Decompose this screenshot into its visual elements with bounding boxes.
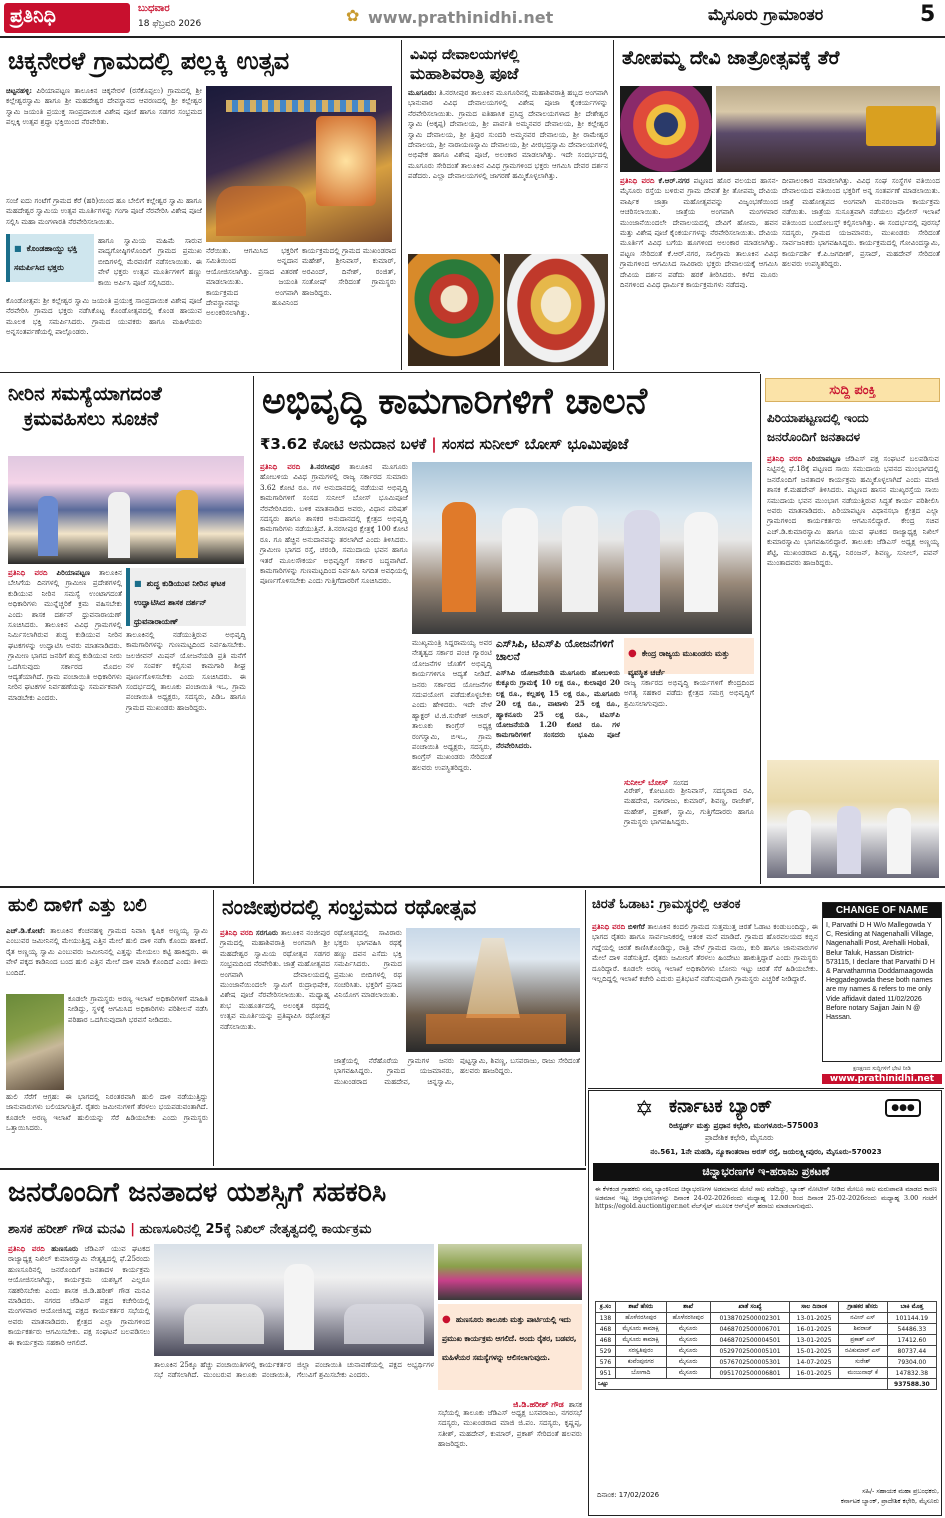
table-header: ಸಾಲ ದಿನಾಂಕ	[790, 1302, 838, 1313]
paragraph: ಬಳಿಕ ಮಾತನಾಡಿದ ಅವರು, ವಿಧಾನ ಪರಿಷತ್ ಸದಸ್ಯರು ಹಾಗೂ ಶಾಸಕರ ಅನುದಾನದಲ್ಲಿ ಕ್ಷೇತ್ರದ ಅಭಿವೃದ್ಧಿ ಕಾಮಗಾರಿಗಳು ನಡೆಯುತ್ತಿವೆ. ತಿ.ನರಸೀಪುರ ಕ್ಷೇತ್ರಕ್ಕೆ 100 ಕೋಟಿ ರೂ. ಗೂ ಹೆಚ್ಚಿನ ಅನುದಾನವನ್ನು ತರಲಾಗಿದೆ ಎಂದು ತಿಳಿಸಿದರು.	[260, 503, 408, 544]
paragraph: ಸಭೆಯಲ್ಲಿ ತಾಲೂಕು ಜೆಡಿಎಸ್ ಅಧ್ಯಕ್ಷ ಬಸವರಾಜು, ನಗರಸಭೆ ಸದಸ್ಯರು, ಮುಖಂಡರಾದ ಮಾಜಿ ಜಿ.ಪಂ. ಸದಸ್ಯರು, ಕೃಷ್ಣಪ್ಪ, ಸತೀಶ್, ಮಹದೇವ್, ಕುಮಾರ್, ಪ್ರಕಾಶ್ ಸೇರಿದಂತೆ ಹಲವರು ಹಾಜರಿದ್ದರು.	[438, 1408, 582, 1449]
jds-meeting-photo	[767, 760, 939, 878]
paragraph: ಹುಲಿ ಸೆರೆಗೆ ಆಗ್ರಹ: ಈ ಭಾಗದಲ್ಲಿ ನಿರಂತರವಾಗಿ ಹುಲಿ ದಾಳಿ ನಡೆಯುತ್ತಿದ್ದು ಜಾನುವಾರುಗಳು ಬಲಿಯಾಗುತ್ತಿವೆ. ರೈತರು ಜಮೀನುಗಳಿಗೆ ತೆರಳಲು ಭಯಪಡುವಂತಾಗಿದೆ. ಕೂಡಲೇ ಅರಣ್ಯ ಇಲಾಖೆ ಹುಲಿಯನ್ನು ಸೆರೆ ಹಿಡಿಯಬೇಕು ಎಂದು ಗ್ರಾಮಸ್ಥರು ಒತ್ತಾಯಿಸಿದರು.	[6, 1092, 208, 1133]
table-header: ಖಾತೆ ಸಂಖ್ಯೆ	[710, 1302, 790, 1313]
table-cell: 576	[596, 1357, 616, 1368]
table-cell: 951	[596, 1368, 616, 1379]
logo-text: ಪ್ರತಿನಿಧಿ	[10, 5, 56, 27]
bank-address: ನಂ.561, 1ನೇ ಮಹಡಿ, ನ್ಯೂಕಾಂತರಾಜ ಅರಸ್ ರಸ್ತೆ, ಜಯಲಕ್ಷ್ಮೀಪುರಂ, ಮೈಸೂರು-570023	[650, 1147, 882, 1156]
subhead-event: ಹುಣಸೂರಿನಲ್ಲಿ 25ಕ್ಕೆ ನಿಖಿಲ್ ನೇತೃತ್ವದಲ್ಲಿ ಕಾರ್ಯಕ್ರಮ	[139, 1222, 372, 1237]
table-row	[596, 1324, 937, 1335]
bullet-icon: ■	[14, 244, 22, 253]
story-water-problem	[2, 376, 252, 884]
ad-text: I, Parvathi D H W/o Mallegowda Y C, Residing at Nagenahalli Village, Nagenahalli Post, Arehalli Hobali, Belur Taluk, Hassan District- 573115, I declare that Parvathi D H & Parvathamma Doddamaagowda Heggadegowda these both names are my names & refers to me only Vide affidavit dated 11/02/2026 Before notary Sajjan Jain N @ Hassan.	[826, 922, 935, 1022]
table-cell: ನವೀನ್ ಎಸ್	[838, 1313, 887, 1324]
table-cell: 54486.33	[887, 1324, 936, 1335]
headline: ತೋಪಮ್ಮ ದೇವಿ ಜಾತ್ರೋತ್ಸವಕ್ಕೆ ತೆರೆ	[622, 47, 840, 69]
headline-line1: ವಿವಿಧ ದೇವಾಲಯಗಳಲ್ಲಿ	[410, 47, 520, 63]
table-cell: 468	[596, 1324, 616, 1335]
drop-icon: ●	[628, 648, 637, 659]
paragraph: ನಗರದ ಜೆಡಿಎಸ್ ಪಕ್ಷದ ಕಚೇರಿಯಲ್ಲಿ ಮಂಗಳವಾರ ಆಯೋಜಿಸಿದ್ದ ಪಕ್ಷದ ಕಾರ್ಯಕರ್ತರ ಸಭೆಯಲ್ಲಿ ಅವರು ಮಾತನಾಡಿದರು. ಕ್ಷೇತ್ರದ ಎಲ್ಲಾ ಗ್ರಾಮಗಳಿಂದ ಕಾರ್ಯಕರ್ತರು ಆಗಮಿಸಬೇಕು. ಪಕ್ಷ ಸಂಘಟನೆ ಬಲಪಡಿಸಲು ಈ ಕಾರ್ಯಕ್ರಮ ಸಹಕಾರಿ ಆಗಲಿದೆ.	[8, 1296, 150, 1347]
masthead-divider	[0, 36, 945, 38]
table-cell: 0529702500005101	[710, 1346, 790, 1357]
table-cell: 0138702500002301	[710, 1313, 790, 1324]
paragraph: ತಾಲೂಕು ಜೆಡಿಎಸ್ ಅಧ್ಯಕ್ಷ ಅಣ್ಣಯ್ಯ ಶೆಟ್ಟಿ, ಮುಖಂಡರಾದ ಪಿ.ಕೃಷ್ಣ, ನಿರಂಜನ್, ಶಿವಣ್ಣ, ಸುನೀಲ್, ಪವನ್ ಮುಂತಾದವರು ಹಾಜರಿದ್ದರು.	[767, 537, 939, 568]
bank-reg-office: ರಿಜಿಸ್ಟರ್ಡ್ ಮತ್ತು ಪ್ರಧಾನ ಕಛೇರಿ, ಮಂಗಳೂರು-575003	[669, 1121, 819, 1130]
table-cell: 16-01-2025	[790, 1368, 838, 1379]
paragraph: ಗ್ರಾಮದ ಹೊರವಲಯದ ಕಬ್ಬಿನ ಗದ್ದೆಯಲ್ಲಿ ಚಿರತೆ ಕಾಣಿಸಿಕೊಂಡಿದ್ದು, ರಾತ್ರಿ ವೇಳೆ ಗ್ರಾಮದ ನಾಯಿ, ಕುರಿ ಹಾಗೂ ಜಾನುವಾರುಗಳ ಮೇಲೆ ದಾಳಿ ನಡೆಸುತ್ತಿದೆ. ರೈತರು ಜಮೀನಿಗೆ ತೆರಳಲು ಹಿಂದೇಟು ಹಾಕುತ್ತಿದ್ದಾರೆ ಎಂದು ಗ್ರಾಮಸ್ಥರು ದೂರಿದ್ದಾರೆ.	[592, 932, 818, 973]
promo-caption: ಕ್ಷಣಕ್ಷಣದ ಸುದ್ದಿಗಳಿಗೆ ಭೇಟಿ ನೀಡಿ	[853, 1066, 911, 1072]
table-cell: 17412.60	[887, 1335, 936, 1346]
byline: ಪ್ರತಿನಿಧಿ ವರದಿ	[592, 922, 626, 931]
web-promo	[822, 1066, 942, 1086]
headline-line2: ಮಹಾಶಿವರಾತ್ರಿ ಪೂಜೆ	[410, 64, 519, 84]
headline: ಚಿರತೆ ಓಡಾಟ: ಗ್ರಾಮಸ್ಥರಲ್ಲಿ ಆತಂಕ	[592, 897, 741, 912]
byline: ಪ್ರತಿನಿಧಿ ವರದಿ	[8, 1244, 45, 1253]
table-row	[596, 1357, 937, 1368]
quote-role: ಸಂಸದ	[673, 779, 689, 787]
column-divider	[253, 376, 254, 884]
quote-role: ಶಾಸಕ	[568, 1401, 582, 1409]
notice-title: ಚಿನ್ನಾಭರಣಗಳ ಇ-ಹರಾಜು ಪ್ರಕಟಣೆ	[593, 1163, 939, 1181]
paragraph: ಜಾತ್ರೆಯ ಸುಸೂತ್ರವಾಗಿ ನಡೆಯಲು ಪೊಲೀಸ್ ಇಲಾಖೆ ವತಿಯಿಂದ ಬಂದೋಬಸ್ತ್ ಕಲ್ಪಿಸಲಾಗಿತ್ತು. ಈ ಸಂದರ್ಭದಲ್ಲಿ ಪುರಸಭೆ ಸದಸ್ಯರು, ಗ್ರಾಮದ ಯಜಮಾನರು, ಮುಖಂಡರು ಸೇರಿದಂತೆ ಸಾರ್ವಜನಿಕರು ಭಾಗವಹಿಸಿದ್ದರು. ಕಾರ್ಯಕ್ರಮದಲ್ಲಿ ಗೋವಿಂದಸ್ವಾಮಿ, ಕಾರ್ಯದರ್ಶಿ ಕೆ.ಪಿ.ಜಗದೀಶ್, ಪ್ರಸಾದ್, ಮಹದೇವ್ ಸೇರಿದಂತೆ ಹಲವರು ಉಪಸ್ಥಿತರಿದ್ದರು.	[782, 207, 940, 269]
paragraph: ದೀಪಾಲಂಕಾರ ಮಾಡಲಾಗಿತ್ತು. ವಿವಿಧ ಸಂಘ ಸಂಸ್ಥೆಗಳ ವತಿಯಿಂದ ದೇವಾಲಯದ ವತಿಯಿಂದ ಭಕ್ತರಿಗೆ ಅನ್ನ ಸಂತರ್ಪಣೆ ಮಾಡಲಾಯಿತು. ಜಾತ್ರೆ ಮಹೋತ್ಸವದ ಅಂಗವಾಗಿ ಮನರಂಜನಾ ಕಾರ್ಯಕ್ರಮ ನಡೆಯಿತು.	[782, 176, 940, 217]
table-cell: ಕುವೆಂಪುನಗರ	[615, 1357, 666, 1368]
bank-name: ಕರ್ನಾಟಕ ಬ್ಯಾಂಕ್	[669, 1096, 772, 1117]
subhead-separator: |	[130, 1222, 140, 1237]
pullquote: ● ಕೇಂದ್ರ ರಾಜ್ಯಯ ಮುಖಂಡರು ಮತ್ತು ವ್ಯವಸ್ಥಿತ ಚರ್ಚೆ	[624, 638, 754, 674]
table-cell: ರವಿಕುಮಾರ್ ಎಸ್	[838, 1346, 887, 1357]
pullquote: ● ಹುಣಸೂರು ತಾಲೂಕು ಮತ್ತು ಪಾರ್ಟಿಯಲ್ಲಿ ಇದು ಪ್ರಮುಖ ಕಾರ್ಯಕ್ರಮ ಆಗಲಿದೆ. ಅಂದು ರೈತರ, ಬಡವರ, ಮಹಿಳೆಯರ ಸಮಸ್ಯೆಗಳನ್ನು ಆಲಿಸಲಾಗುವುದು.	[438, 1304, 582, 1390]
issue-day: ಬುಧವಾರ	[138, 3, 170, 14]
table-cell: ಸುರೇಶ್	[838, 1357, 887, 1368]
column-divider	[613, 40, 614, 370]
notice-text: ಈ ಕೆಳಕಂಡ ಗ್ರಾಹಕರು ನಮ್ಮ ಬ್ಯಾಂಕಿನಿಂದ ಚಿನ್ನಾಭರಣಗಳ ಅಡಮಾನದ ಮೇಲೆ ಸಾಲ ಪಡೆದಿದ್ದು, ಬ್ಯಾಂಕ್ ನೋಟೀಸ್ ನೀಡಿದ ಮೇಲೂ ಸಾಲ ಮರುಪಾವತಿ ಮಾಡದ ಕಾರಣ ಅಡಮಾನ ಇಟ್ಟ ಚಿನ್ನಾಭರಣಗಳನ್ನು ದಿನಾಂಕ 24-02-2026ರಂದು ಮಧ್ಯಾಹ್ನ 12.00 ರಿಂದ ದಿನಾಂಕ 25-02-2026ರಂದು ಮಧ್ಯಾಹ್ನ 3.00 ಗಂಟೆಗೆ https://egold.auctiontiger.net ವೆಬ್‌ಸೈಟ್ ಮೂಲಕ ಆನ್‌ಲೈನ್ ಹರಾಜು ಮಾಡಲಾಗುವುದು.	[595, 1185, 937, 1211]
byline: ಪ್ರತಿನಿಧಿ ವರದಿ	[767, 454, 803, 463]
quote-text: ರಾಜ್ಯ ಸರ್ಕಾರದ ಅಭಿವೃದ್ಧಿ ಕಾರ್ಯಗಳಿಗೆ ಕೇಂದ್ರದಿಂದ ಅಗತ್ಯ ಸಹಕಾರ ಪಡೆದು ಕ್ಷೇತ್ರದ ಸಮಗ್ರ ಅಭಿವೃದ್ಧಿಗೆ ಶ್ರಮಿಸಲಾಗುವುದು.	[624, 678, 754, 708]
table-cell: 529	[596, 1346, 616, 1357]
bank-star-icon: ✡	[635, 1097, 654, 1122]
table-cell: 147832.38	[887, 1368, 936, 1379]
table-header: ಶಾಖೆ	[666, 1302, 710, 1313]
table-row	[596, 1346, 937, 1357]
paragraph: ಕೊಂಡೋತ್ಸವ: ಶ್ರೀ ಕಲ್ಲೇಶ್ವರ ಸ್ವಾಮಿ ಜಯಂತಿ ಪ್ರಯುಕ್ತ ಸಾಂಪ್ರದಾಯಿಕ ವಿಶೇಷ ಪೂಜೆ ನೆರವೇರಿಸಿ ಗ್ರಾಮದ ಭಕ್ತರು ನಡೆಸಿಕೊಟ್ಟ ಕೊಂಡೋತ್ಸವದಲ್ಲಿ ಕೊಂಡ ಹಾಯುವ ಮೂಲಕ ಭಕ್ತಿ ಸಮರ್ಪಿಸಿದರು. ಗ್ರಾಮದ ಯುವಕರು ಹಾಗೂ ಮಹಿಳೆಯರು ಅನ್ನಸಂತರ್ಪಣೆಯಲ್ಲಿ ಪಾಲ್ಗೊಂಡರು.	[6, 296, 202, 337]
dateline: ಪಿರಿಯಾಪಟ್ಟಣ	[56, 568, 91, 577]
palanquin-photo	[206, 86, 392, 242]
table-cell: 0468702500004501	[710, 1335, 790, 1346]
issue-date: 18 ಫೆಬ್ರವರಿ 2026	[138, 19, 202, 29]
paragraph: ತಾಲೂಕಿನ ಮೂಗೂರು ಹೋಬಳಿಯ ವಿವಿಧ ಗ್ರಾಮಗಳಲ್ಲಿ ರಾಜ್ಯ ಸರ್ಕಾರದ ಸುಮಾರು 3.62 ಕೋಟಿ ರೂ. ಗಳ ಅನುದಾನದಲ್ಲಿ ನಡೆಯುವ ಅಭಿವೃದ್ಧಿ ಕಾಮಗಾರಿಗಳಿಗೆ ಸಂಸದ ಸುನೀಲ್ ಬೋಸ್ ಭೂಮಿಪೂಜೆ ನೆರವೇರಿಸಿದರು.	[260, 462, 408, 513]
change-of-name-ad	[822, 902, 942, 1062]
paragraph: ನೆರೆಯಿತು. ಆಗಮಿಸಿದ ಭಕ್ತರಿಗೆ ಸಮಿತಿಯಿಂದ ಅನ್ನದಾನ ಆಯೋಜಿಸಲಾಗಿತ್ತು. ಪ್ರಸಾದ ವಿತರಣೆ ಮಾಡಲಾಯಿತು. ಜಯಂತಿ ಕಾರ್ಯಕ್ರಮದ ಅಂಗವಾಗಿ ದೇವಸ್ಥಾನವನ್ನು ಹೂವಿನಿಂದ ಅಲಂಕರಿಸಲಾಗಿತ್ತು.	[206, 246, 298, 318]
subhead-separator: |	[431, 435, 442, 453]
row-divider	[588, 1088, 944, 1089]
paragraph: ಗ್ರಾಮೀಣ ಭಾಗದ ರಸ್ತೆ, ಚರಂಡಿ, ಸಮುದಾಯ ಭವನ ಹಾಗೂ ಇತರೆ ಮೂಲಸೌಕರ್ಯ ಅಭಿವೃದ್ಧಿಗೆ ಸರ್ಕಾರ ಬದ್ಧವಾಗಿದೆ. ಕಾಮಗಾರಿಗಳನ್ನು ಗುಣಮಟ್ಟದಿಂದ ನಿರ್ವಹಿಸಿ ನಿಗದಿತ ಅವಧಿಯಲ್ಲಿ ಪೂರ್ಣಗೊಳಿಸಬೇಕು ಎಂದು ಗುತ್ತಿಗೆದಾರರಿಗೆ ಸೂಚಿಸಿದರು.	[260, 545, 408, 586]
paragraph: ಮುಖ್ಯಮಂತ್ರಿ ಸಿದ್ದರಾಮಯ್ಯ ಅವರ ನೇತೃತ್ವದ ಸರ್ಕಾರ ಪಂಚ ಗ್ಯಾರಂಟಿ ಯೋಜನೆಗಳ ಜೊತೆಗೆ ಅಭಿವೃದ್ಧಿ ಕಾರ್ಯಗಳಿಗೂ ಆದ್ಯತೆ ನೀಡಿದೆ. ಜನರು ಸರ್ಕಾರದ ಯೋಜನೆಗಳ ಸದುಪಯೋಗ ಪಡೆದುಕೊಳ್ಳಬೇಕು ಎಂದು ಹೇಳಿದರು.	[412, 638, 492, 710]
paragraph: ತಾಲೂಕಿನ ವಿವಿಧ ಗ್ರಾಮಗಳಲ್ಲಿ ನಿರ್ಮಿಸಲಾಗಿರುವ ಶುದ್ಧ ಕುಡಿಯುವ ನೀರಿನ ಘಟಕಗಳನ್ನು ಉದ್ಘಾಟಿಸಿ ಅವರು ಮಾತನಾಡಿದರು. ಗ್ರಾಮೀಣ ಭಾಗದ ಜನರಿಗೆ ಶುದ್ಧ ಕುಡಿಯುವ ನೀರು ಒದಗಿಸುವುದು ಸರ್ಕಾರದ ಮೊದಲ ಆದ್ಯತೆಯಾಗಿದೆ. ಗ್ರಾಮ ಪಂಚಾಯಿತಿ ಅಧಿಕಾರಿಗಳು ನೀರಿನ ಘಟಕಗಳ ನಿರ್ವಹಣೆಯನ್ನು ಸಮರ್ಪಕವಾಗಿ ಮಾಡಬೇಕು ಎಂದರು.	[8, 620, 122, 702]
jds-women-photo	[438, 1244, 582, 1300]
table-cell: 13-01-2025	[790, 1335, 838, 1346]
story-palanquin-festival	[2, 40, 400, 370]
table-cell: 0951702500006801	[710, 1368, 790, 1379]
paragraph: ಇದೇ ಸಂದರ್ಭದಲ್ಲಿ ಮೂಗೂರು ಸೇರಿದಂತೆ ತಾಲೂಕಿನ ವಿವಿಧ ಗ್ರಾಮಗಳಿಂದ ಭಕ್ತರು ಆಗಮಿಸಿ ದೇವರ ದರ್ಶನ ಪಡೆದರು. ಎಲ್ಲಾ ದೇವಾಲಯಗಳಲ್ಲಿ ಜಾಗರಣೆ ಹಮ್ಮಿಕೊಳ್ಳಲಾಗಿತ್ತು.	[408, 150, 608, 181]
table-cell: 0576702500005301	[710, 1357, 790, 1368]
headline: ಅಭಿವೃದ್ಧಿ ಕಾಮಗಾರಿಗಳಿಗೆ ಚಾಲನೆ	[262, 381, 648, 422]
masthead	[0, 0, 945, 36]
table-row	[596, 1313, 937, 1324]
paragraph: ಜೆಡಿಎಸ್ ಪಕ್ಷ ಸಂಘಟನೆ ಬಲಪಡಿಸುವ ನಿಟ್ಟಿನಲ್ಲಿ ಫೆ.18ಕ್ಕೆ ಪಟ್ಟಣದ ಸಾಯಿ ಸಮುದಾಯ ಭವನದ ಮುಂಭಾಗದಲ್ಲಿ ಜನರೊಂದಿಗೆ ಜನತಾದಳ ಕಾರ್ಯಕ್ರಮ ಹಮ್ಮಿಕೊಳ್ಳಲಾಗಿದೆ ಎಂದು ಮಾಜಿ ಶಾಸಕ ಕೆ.ಮಹದೇವ್ ತಿಳಿಸಿದರು.	[767, 454, 939, 495]
dateline: ಸರಗೂರು	[255, 928, 279, 937]
table-cell: ಹೊಳೆನರಸೀಪುರ	[615, 1313, 666, 1324]
dateline: ಚಿಟ್ಟನಹಳ್ಳಿ:	[6, 86, 33, 95]
table-cell: ಬೋಗಾದಿ	[615, 1368, 666, 1379]
website-url[interactable]: www.prathinidhi.net	[368, 8, 554, 27]
section-title: ಮೈಸೂರು ಗ್ರಾಮಾಂತರ	[708, 5, 824, 24]
total-label: ಒಟ್ಟು	[596, 1379, 888, 1390]
dead-ox-photo	[6, 994, 64, 1090]
subhead-grant: ₹3.62 ಕೋಟಿ ಅನುದಾನ ಬಳಕೆ	[260, 435, 427, 453]
crowd-photo	[716, 86, 940, 172]
row-divider	[0, 886, 945, 888]
table-cell: 468	[596, 1335, 616, 1346]
column-divider	[585, 890, 586, 1166]
paragraph: ತಾಲೂಕಿನ ನಂಜೀಪುರ ಗ್ರಾಮದಲ್ಲಿ ಮಹಾಶಿವರಾತ್ರಿ ಅಂಗವಾಗಿ ಶ್ರೀ ಮಹದೇಶ್ವರ ಸ್ವಾಮಿಯ ರಥೋತ್ಸವ ಸಡಗರ ಸಂಭ್ರಮದಿಂದ ನೆರವೇರಿತು.	[220, 928, 330, 969]
table-cell: ಶಿವರಾಜ್	[838, 1324, 887, 1335]
headline-line1: ಪಿರಿಯಾಪಟ್ಟಣದಲ್ಲಿ ಇಂದು	[767, 411, 869, 425]
paragraph: ಪಟ್ಟಣ ಸೇರಿದಂತೆ ಕೆ.ಆರ್.ನಗರ, ಸಾಲಿಗ್ರಾಮ ತಾಲೂಕಿನ ವಿವಿಧ ಗ್ರಾಮಗಳಿಂದ ಆಗಮಿಸಿದ ಸಾವಿರಾರು ಭಕ್ತರು ದೇವಾಲಯಕ್ಕೆ ಆಗಮಿಸಿ ದೇವಿಯ ದರ್ಶನ ಪಡೆದು ಹರಕೆ ತೀರಿಸಿದರು. ಕಳೆದ ಮೂರು ದಿನಗಳಿಂದ ವಿವಿಧ ಧಾರ್ಮಿಕ ಕಾರ್ಯಕ್ರಮಗಳು ನಡೆದವು.	[620, 248, 778, 290]
table-cell: ಮಂಜುನಾಥ್ ಕೆ	[838, 1368, 887, 1379]
headline: ಜನರೊಂದಿಗೆ ಜನತಾದಳ ಯಶಸ್ಸಿಗೆ ಸಹಕರಿಸಿ	[8, 1177, 387, 1208]
paragraph: ತಾಲೂಕಿನ 25ಕ್ಕೂ ಹೆಚ್ಚು ಪಂಚಾಯಿತಿಗಳಲ್ಲಿ ಕಾರ್ಯಕರ್ತರ ಸಭೆ ನಡೆಸಲಾಗಿದೆ. ಮುಂಬರುವ ತಾಲೂಕು ಪಂಚಾಯಿತಿ, ಜಿಲ್ಲಾ ಪಂಚಾಯಿತಿ ಚುನಾವಣೆಯಲ್ಲಿ ಪಕ್ಷದ ಅಭ್ಯರ್ಥಿಗಳ ಗೆಲುವಿಗೆ ಶ್ರಮಿಸಬೇಕು ಎಂದರು.	[154, 1360, 434, 1380]
story-tiger-attack	[2, 890, 212, 1166]
sidebar-text: ಎಸ್‌ಸಿಪಿ ಯೋಜನೆಯಡಿ ಮೂಗೂರು ಹೋಬಳಿಯ ಕುಕ್ಕೂರು ಗ್ರಾಮಕ್ಕೆ 10 ಲಕ್ಷ ರೂ., ಕುಲಾಪುರ 20 ಲಕ್ಷ ರೂ., ಕಲ್ಲಹಳ್ಳಿ 15 ಲಕ್ಷ ರೂ., ಮೂಗೂರು 20 ಲಕ್ಷ ರೂ., ವಾಟಾಳು 25 ಲಕ್ಷ ರೂ., ಹ್ಯಾಕನೂರು 25 ಲಕ್ಷ ರೂ., ಟಿಎಸ್‌ಪಿ ಯೋಜನೆಯಡಿ 1.20 ಕೋಟಿ ರೂ. ಗಳ ಕಾಮಗಾರಿಗಳಿಗೆ ಸಂಸದರು ಭೂಮಿ ಪೂಜೆ ನೆರವೇರಿಸಿದರು.	[496, 668, 620, 750]
column-divider	[401, 40, 402, 370]
table-cell: ಮೈಸೂರು	[666, 1357, 710, 1368]
paragraph: ಪಿರಿಯಾಪಟ್ಟಣ ತಾಲೂಕಿನ ಚಿಕ್ಕನೇರಳೆ (ರಸೆಕೊಪ್ಪಲು) ಗ್ರಾಮದಲ್ಲಿ ಶ್ರೀ ಕಲ್ಲೇಶ್ವರಸ್ವಾಮಿ ಹಾಗೂ ಶ್ರೀ ಮಹದೇಶ್ವರ ದೇವಸ್ಥಾನದ ಆವರಣದಲ್ಲಿ ಶ್ರೀ ಕಲ್ಲೇಶ್ವರ ಸ್ವಾಮಿ ಜಯಂತಿ ಪ್ರಯುಕ್ತ ಸಾಂಪ್ರದಾಯಿಕ ವಿಶೇಷ ಪೂಜೆ ಹಾಗೂ ಸಡಗರ ಸಂಭ್ರಮದ ಪಲ್ಲಕ್ಕಿ ಉತ್ಸವ ಶ್ರದ್ಧಾ ಭಕ್ತಿಯಿಂದ ನೆರವೇರಿತು.	[6, 86, 202, 127]
byline: ಪ್ರತಿನಿಧಿ ವರದಿ	[8, 568, 48, 577]
promo-url[interactable]: www.prathinidhi.net	[822, 1074, 942, 1084]
table-row	[596, 1335, 937, 1346]
table-cell: ಪ್ರಕಾಶ್ ಎಸ್	[838, 1335, 887, 1346]
table-cell: 80737.44	[887, 1346, 936, 1357]
brief-banner: ಸುದ್ದಿ ಪಂಕ್ತಿ	[765, 378, 940, 402]
goddess-photo	[620, 86, 712, 172]
table-cell: 15-01-2025	[790, 1346, 838, 1357]
paragraph: ಇದೇ ವೇಳೆ ಹ್ಯಾಕ್ಟರ್ ಟಿ.ಜಿ.ಸುರೇಶ್ ಆಚಾರ್, ತಾಲೂಕು ಕಾಂಗ್ರೆಸ್ ಅಧ್ಯಕ್ಷ ರಂಗಸ್ವಾಮಿ, ಬಿಇಒ, ಗ್ರಾಮ ಪಂಚಾಯಿತಿ ಅಧ್ಯಕ್ಷರು, ಸದಸ್ಯರು, ಕಾಂಗ್ರೆಸ್ ಮುಖಂಡರು ಸೇರಿದಂತೆ ಹಲವರು ಉಪಸ್ಥಿತರಿದ್ದರು.	[412, 700, 492, 772]
table-row	[596, 1368, 937, 1379]
bank-logo: ●●●	[885, 1099, 921, 1117]
dateline: ಕೆ.ಆರ್.ನಗರ	[658, 176, 690, 185]
deity-photo-left	[408, 254, 500, 366]
water-unit-inauguration-photo	[8, 456, 244, 564]
byline: ಪ್ರತಿನಿಧಿ ವರದಿ	[220, 928, 254, 937]
total-value: 937588.30	[887, 1379, 936, 1390]
paragraph: ಜಾತ್ರೆಯಲ್ಲಿ ನೆರೆಹೊರೆಯ ಗ್ರಾಮಗಳ ಜನರು ಭಾಗವಹಿಸಿದ್ದರು. ಗ್ರಾಮದ ಯಜಮಾನರು, ಮುಖಂಡರಾದ ಮಹದೇವ, ಚಿನ್ನಸ್ವಾಮಿ, ಪುಟ್ಟಸ್ವಾಮಿ, ಶಿವಣ್ಣ, ಬಸವರಾಜು, ರಾಜು ಸೇರಿದಂತೆ ಹಲವರು ಹಾಜರಿದ್ದರು.	[334, 1056, 580, 1086]
table-cell: 14-07-2025	[790, 1357, 838, 1368]
table-header: ಶಾಖೆ ಹೆಸರು	[615, 1302, 666, 1313]
table-cell: 0468702500006701	[710, 1324, 790, 1335]
row-divider	[0, 372, 760, 373]
paragraph: ಕೂಡಲೇ ಗ್ರಾಮಸ್ಥರು ಅರಣ್ಯ ಇಲಾಖೆ ಅಧಿಕಾರಿಗಳಿಗೆ ಮಾಹಿತಿ ನೀಡಿದ್ದು, ಸ್ಥಳಕ್ಕೆ ಆಗಮಿಸಿದ ಅಧಿಕಾರಿಗಳು ಪರಿಶೀಲನೆ ನಡೆಸಿ ಪರಿಹಾರ ಒದಗಿಸುವುದಾಗಿ ಭರವಸೆ ನೀಡಿದರು.	[68, 994, 208, 1024]
table-cell: ಮೈಸೂರು	[666, 1324, 710, 1335]
table-cell: 16-01-2025	[790, 1324, 838, 1335]
paragraph: ಕೂಡಲೇ ಅರಣ್ಯ ಇಲಾಖೆ ಅಧಿಕಾರಿಗಳು ಬೋನು ಇಟ್ಟು ಚಿರತೆ ಸೆರೆ ಹಿಡಿಯಬೇಕು. ಇಲ್ಲದಿದ್ದಲ್ಲಿ ಇಲಾಖೆ ಕಚೇರಿ ಎದುರು ಪ್ರತಿಭಟನೆ ನಡೆಸುವುದಾಗಿ ಗ್ರಾಮಸ್ಥರು ಎಚ್ಚರಿಕೆ ನೀಡಿದ್ದಾರೆ.	[592, 963, 818, 984]
story-leopard	[588, 890, 820, 1086]
headline: ನಂಜೀಪುರದಲ್ಲಿ ಸಂಭ್ರಮದ ರಥೋತ್ಸವ	[222, 895, 477, 919]
dateline: ತಿ.ನರಸೀಪುರ	[310, 462, 340, 471]
quote-attribution: ಸುನೀಲ್ ಬೋಸ್	[624, 778, 669, 787]
byline: ಪ್ರತಿನಿಧಿ ವರದಿ	[620, 176, 655, 185]
paragraph: ಪಟ್ಟಣದ ಹೊರ ವಲಯದ ಹಾಸನ- ಮೈಸೂರು ರಸ್ತೆಯ ಬಳಿರುವ ಗ್ರಾಮ ದೇವತೆ ಶ್ರೀ ತೋಪಮ್ಮ ದೇವಿಯ ವಾರ್ಷಿಕ ಜಾತ್ರಾ ಮಹೋತ್ಸವವನ್ನು ವಿಜೃಂಭಣೆಯಿಂದ ಆಚರಿಸಲಾಯಿತು.	[620, 176, 778, 217]
table-header: ಗ್ರಾಹಕರ ಹೆಸರು	[838, 1302, 887, 1313]
paragraph: ತಾಲೂಕಿನ ಕಂದಲಿ ಗ್ರಾಮದ ಸುತ್ತಮುತ್ತ ಚಿರತೆ ಓಡಾಟ ಕಂಡುಬಂದಿದ್ದು, ಈ ಭಾಗದ ರೈತರು ಹಾಗೂ ಸಾರ್ವಜನಿಕರಲ್ಲಿ ಆತಂಕ ಮನೆ ಮಾಡಿದೆ.	[592, 922, 818, 942]
paragraph: ಗ್ರಾಮದ ಐತಿಹಾಸಿಕ ಪ್ರಸಿದ್ಧ ದೇವಾಲಯಗಳಾದ ಶ್ರೀ ದೇಶೇಶ್ವರ ಸ್ವಾಮಿ (ಅಕ್ಕಪ್ಪ) ದೇವಾಲಯ, ಶ್ರೀ ಪಾರ್ವತಿ ಅಮ್ಮನವರ ದೇವಾಲಯ, ಶ್ರೀ ಕಲ್ಲೇಶ್ವರ ಸ್ವಾಮಿ ದೇವಾಲಯ, ಶ್ರೀ ತ್ರಿಪುರ ಸುಂದರಿ ಅಮ್ಮನವರ ದೇವಾಲಯ, ಶ್ರೀ ರಾಮೇಶ್ವರ ದೇವಾಲಯ, ಶ್ರೀ ನಾರಾಯಣಸ್ವಾಮಿ ದೇವಾಲಯ, ಶ್ರೀ ವೀರಭದ್ರಸ್ವಾಮಿ ದೇವಾಲಯಗಳಲ್ಲಿ ಅಭಿಷೇಕ ಹಾಗೂ ವಿಶೇಷ ಪೂಜೆ, ಅಲಂಕಾರ ಮಾಡಲಾಗಿತ್ತು.	[408, 108, 608, 160]
paragraph: ತಾಲೂಕಿನ ಬೇಸಿಗೆಯ ದಿನಗಳಲ್ಲಿ ಗ್ರಾಮೀಣ ಪ್ರದೇಶಗಳಲ್ಲಿ ಕುಡಿಯುವ ನೀರಿನ ಸಮಸ್ಯೆ ಉಂಟಾಗದಂತೆ ಅಧಿಕಾರಿಗಳು ಮುನ್ನೆಚ್ಚರಿಕೆ ಕ್ರಮ ವಹಿಸಬೇಕು ಎಂದು ಶಾಸಕ ದರ್ಶನ್ ಧ್ರುವನಾರಾಯಣ್ ಸೂಚಿಸಿದರು.	[8, 568, 122, 630]
table-cell: ಮೈಸೂರು	[666, 1346, 710, 1357]
drop-icon: ●	[442, 1314, 451, 1325]
subhead-mp: ಸಂಸದ ಸುನೀಲ್ ಬೋಸ್ ಭೂಮಿಪೂಜೆ	[441, 435, 629, 453]
byline: ಪ್ರತಿನಿಧಿ ವರದಿ	[260, 462, 301, 471]
page-number: 5	[920, 2, 936, 27]
signatory-line2: ಕರ್ನಾಟಕ ಬ್ಯಾಂಕ್, ಪ್ರಾದೇಶಿಕ ಕಛೇರಿ, ಮೈಸೂರು	[840, 1497, 939, 1505]
jds-workers-meeting-photo	[154, 1244, 434, 1356]
auction-table	[595, 1301, 937, 1390]
headline-line2: ಜನರೊಂದಿಗೆ ಜನತಾದಳ	[767, 430, 861, 445]
karnataka-bank-notice	[588, 1090, 942, 1516]
paragraph: ತಿ.ನರಸೀಪುರ ತಾಲೂಕಿನ ಮೂಗೂರಿನಲ್ಲಿ ಮಹಾಶಿವರಾತ್ರಿ ಹಬ್ಬದ ಅಂಗವಾಗಿ ಭಾನುವಾರ ವಿವಿಧ ದೇವಾಲಯಗಳಲ್ಲಿ ವಿಶೇಷ ಪೂಜಾ ಕೈಂಕರ್ಯಗಳನ್ನು ನೆರವೇರಿಸಲಾಯಿತು.	[408, 88, 608, 118]
table-header: ಬಾಕಿ ಮೊತ್ತ	[887, 1302, 936, 1313]
news-brief	[760, 374, 944, 884]
story-thopamma-fair	[616, 40, 944, 370]
headline-line2: ಕ್ರಮವಹಿಸಲು ಸೂಚನೆ	[24, 407, 159, 430]
paragraph: ಈ ಸಂದರ್ಭದಲ್ಲಿ ತಾಲೂಕು ಪಂಚಾಯಿತಿ ಇಒ, ಗ್ರಾಮ ಪಂಚಾಯಿತಿ ಅಧ್ಯಕ್ಷರು, ಸದಸ್ಯರು, ಪಿಡಿಒ ಹಾಗೂ ಗ್ರಾಮದ ಮುಖಂಡರು ಹಾಜರಿದ್ದರು.	[126, 671, 246, 712]
dateline: ಮೂಗೂರು:	[408, 88, 437, 97]
paragraph: ಜೆಡಿಎಸ್ ಯುವ ಘಟಕದ ರಾಜ್ಯಾಧ್ಯಕ್ಷ ನಿಖಿಲ್ ಕುಮಾರಸ್ವಾಮಿ ನೇತೃತ್ವದಲ್ಲಿ ಫೆ.25ರಂದು ಹುಣಸೂರಿನಲ್ಲಿ ಜನರೊಂದಿಗೆ ಜನತಾದಳ ಕಾರ್ಯಕ್ರಮ ಆಯೋಜಿಸಲಾಗಿದ್ದು, ಕಾರ್ಯಕ್ರಮ ಯಶಸ್ವಿಗೆ ಎಲ್ಲರೂ ಸಹಕರಿಸಬೇಕು ಎಂದು ಶಾಸಕ ಜಿ.ಡಿ.ಹರೀಶ್ ಗೌಡ ಮನವಿ ಮಾಡಿದರು.	[8, 1244, 151, 1306]
dateline: ಪಿರಿಯಾಪಟ್ಟಣ	[807, 454, 841, 463]
paragraph: ಜಾತ್ರೆ ಮಹೋತ್ಸವದ ಅಂಗವಾಗಿ ದೇವಾಲಯದಲ್ಲಿ ಮುಂಜಾನೆಯಿಂದಲೇ ಸ್ವಾಮಿಗೆ ರುದ್ರಾಭಿಷೇಕ, ವಿಶೇಷ ಪೂಜೆ ನೆರವೇರಿಸಲಾಯಿತು. ಮಧ್ಯಾಹ್ನ ಶುಭ ಮುಹೂರ್ತದಲ್ಲಿ ಅಲಂಕೃತ ರಥದಲ್ಲಿ ಉತ್ಸವ ಮೂರ್ತಿಯನ್ನು ಪ್ರತಿಷ್ಠಾಪಿಸಿ ರಥೋತ್ಸವ ನಡೆಸಲಾಯಿತು.	[220, 959, 330, 1031]
paragraph: ಸಂಜೆ ಐದು ಗಂಟೆಗೆ ಗ್ರಾಮದ ಕೆರೆ (ಹರಿ)ಯಿಂದ ಹೂ ಬೇಲಿಗೆ ಕಲ್ಲೇಶ್ವರ ಸ್ವಾಮಿ ಹಾಗೂ ಮಹದೇಶ್ವರ ಸ್ವಾಮಿಯ ಉತ್ಸವ ಮೂರ್ತಿಗಳನ್ನು ಗಂಗಾ ಪೂಜೆ ನೆರವೇರಿಸಿ ವಿಶೇಷ ಪೂಜೆ ಸಲ್ಲಿಸಿ ಮಹಾ ಮಂಗಳಾರತಿ ನೆರವೇರಿಸಲಾಯಿತು.	[6, 196, 202, 226]
headline: ಹುಲಿ ದಾಳಿಗೆ ಎತ್ತು ಬಲಿ	[8, 895, 147, 916]
paragraph: ತಾಲೂಕಿನಲ್ಲಿ ನಡೆಯುತ್ತಿರುವ ಅಭಿವೃದ್ಧಿ ಕಾಮಗಾರಿಗಳನ್ನು ಗುಣಮಟ್ಟದಿಂದ ನಿರ್ವಹಿಸಬೇಕು. ಜಲಜೀವನ್ ಮಿಷನ್ ಯೋಜನೆಯಡಿ ಪ್ರತಿ ಮನೆಗೆ ನಳ ಸಂಪರ್ಕ ಕಲ್ಪಿಸುವ ಕಾಮಗಾರಿ ಶೀಘ್ರ ಪೂರ್ಣಗೊಳಿಸಬೇಕು ಎಂದು ಸೂಚಿಸಿದರು.	[126, 630, 246, 681]
table-cell: 101144.19	[887, 1313, 936, 1324]
bullet-icon: ■	[134, 579, 142, 588]
paragraph: ವಿರೇಶ್, ಕೋಟೂರು ಶ್ರೀನಿವಾಸ್, ಸದಸ್ಯರಾದ ರವಿ, ಮಹದೇವ, ನಾಗರಾಜು, ಕುಮಾರ್, ಶಿವಣ್ಣ, ರಾಜೇಶ್, ಮಹೇಶ್, ಪ್ರಕಾಶ್, ಸ್ವಾಮಿ, ಗುತ್ತಿಗೆದಾರರು ಹಾಗೂ ಗ್ರಾಮಸ್ಥರು ಭಾಗವಹಿಸಿದ್ದರು.	[624, 786, 754, 827]
notice-date: ದಿನಾಂಕ: 17/02/2026	[597, 1491, 660, 1499]
table-cell: 13-01-2025	[790, 1313, 838, 1324]
sidebar-title: ಎಸ್‌ಸಿಪಿ, ಟಿಎಸ್‌ಪಿ ಯೋಜನೆಗಳಿಗೆ ಚಾಲನೆ	[496, 638, 614, 663]
table-header: ಕ್ರ.ಸಂ	[596, 1302, 616, 1313]
table-cell: ಹೊಳೆನರಸೀಪುರ	[666, 1313, 710, 1324]
story-shivaratri-pooja	[404, 40, 612, 370]
chariot-photo	[406, 928, 580, 1052]
dateline: ಬಿಳಿಗೆರೆ	[627, 922, 645, 931]
signatory-line1: ಸಹಿ/- ಸಹಾಯಕ ಮಹಾ ಪ್ರಬಂಧಕರು,	[862, 1487, 939, 1495]
table-cell: 138	[596, 1313, 616, 1324]
subhead-mla: ಶಾಸಕ ಹರೀಶ್ ಗೌಡ ಮನವಿ	[8, 1222, 126, 1237]
dateline: ಹುಣಸೂರು	[51, 1244, 79, 1253]
table-cell: ಸರಸ್ವತಿಪುರಂ	[615, 1346, 666, 1357]
column-divider	[213, 890, 214, 1166]
bhoomi-pooja-photo	[412, 462, 752, 634]
table-cell: ಮೈಸೂರು	[666, 1335, 710, 1346]
flower-icon: ✿	[346, 6, 360, 25]
story-jds-hunsur	[2, 1172, 586, 1516]
bank-branch: ಪ್ರಾದೇಶಿಕ ಕಛೇರಿ, ಮೈಸೂರು	[705, 1133, 774, 1142]
table-cell: 79304.00	[887, 1357, 936, 1368]
paragraph: ಕಾರ್ಯಕ್ರಮದಲ್ಲಿ ಗ್ರಾಮದ ಮುಖಂಡರಾದ ಮಹೇಶ್, ಶ್ರೀನಿವಾಸ್, ಕುಮಾರ್, ಅರವಿಂದ್, ದಿನೇಶ್, ರಂಜಿತ್, ಸಂತೋಷ್ ಸೇರಿದಂತೆ ಗ್ರಾಮಸ್ಥರು ಹಾಜರಿದ್ದರು.	[302, 246, 396, 297]
pullquote: ■ ಶುದ್ಧ ಕುಡಿಯುವ ನೀರಿನ ಘಟಕ ಉದ್ಘಾಟಿಸಿದ ಶಾಸಕ ದರ್ಶನ್ ಧ್ರುವನಾರಾಯಣ್	[126, 568, 246, 626]
table-cell: ಮೈಸೂರು	[666, 1368, 710, 1379]
paragraph: ಜಾತ್ರೆಯ ಅಂಗವಾಗಿ ಮಂಗಳವಾರ ಮುಂಜಾನೆಯಿಂದಲೇ ದೇವಾಲಯದಲ್ಲಿ ದೇವಿಗೆ ಹೋಮ, ಹವನ ಮತ್ತು ವಿಶೇಷ ಪೂಜೆ ಕೈಂಕರ್ಯಗಳನ್ನು ನೆರವೇರಿಸಲಾಯಿತು. ದೇವಿಯ ಮೂರ್ತಿಗೆ ವಿವಿಧ ಬಗೆಯ ಹೂಗಳಿಂದ ಅಲಂಕಾರ ಮಾಡಲಾಗಿತ್ತು.	[620, 207, 778, 248]
paragraph: ತಾಲೂಕಿನ ಕೆಂಚನಹಳ್ಳಿ ಗ್ರಾಮದ ನಿವಾಸಿ ಕೃಷಿಕ ಅಣ್ಣಯ್ಯ ಸ್ವಾಮಿ ಎಂಬುವರ ಜಮೀನಿನಲ್ಲಿ ಮೇಯುತ್ತಿದ್ದ ಎತ್ತಿನ ಮೇಲೆ ಹುಲಿ ದಾಳಿ ನಡೆಸಿ ಕೊಂದು ಹಾಕಿದೆ.	[6, 926, 208, 946]
pullquote: ■ ಕೊಂಡಹಾಯ್ದು ಭಕ್ತಿ ಸಮರ್ಪಿಸಿದ ಭಕ್ತರು	[6, 234, 94, 282]
paragraph: ಪಟ್ಟಣದ ಹಾಸನ ಮುಖ್ಯರಸ್ತೆಯ ಸಾಯಿ ಸಮುದಾಯ ಭವನ ಮುಂಭಾಗ ನಡೆಯುತ್ತಿರುವ ಸಿದ್ಧತೆ ಕಾರ್ಯ ಪರಿಶೀಲಿಸಿ ಅವರು ಮಾತನಾಡಿದರು. ಪಿರಿಯಾಪಟ್ಟಣ ವಿಧಾನಸಭಾ ಕ್ಷೇತ್ರದ ಎಲ್ಲಾ ಗ್ರಾಮಗಳಿಂದ ಕಾರ್ಯಕರ್ತರು ಆಗಮಿಸಲಿದ್ದಾರೆ. ಕೇಂದ್ರ ಸಚಿವ ಎಚ್.ಡಿ.ಕುಮಾರಸ್ವಾಮಿ ಹಾಗೂ ಯುವ ಘಟಕದ ರಾಜ್ಯಾಧ್ಯಕ್ಷ ನಿಖಿಲ್ ಕುಮಾರಸ್ವಾಮಿ ಭಾಗವಹಿಸಲಿದ್ದಾರೆ.	[767, 485, 939, 547]
headline-line1: ನೀರಿನ ಸಮಸ್ಯೆಯಾಗದಂತೆ	[8, 383, 162, 405]
headline: ಚಿಕ್ಕನೇರಳೆ ಗ್ರಾಮದಲ್ಲಿ ಪಲ್ಲಕ್ಕಿ ಉತ್ಸವ	[8, 47, 290, 75]
paragraph: ಹಾಗೂ ಸ್ವಾಮಿಯ ಮಹಿಮೆ ಸಾರುವ ವಾದ್ಯಗೋಷ್ಠಿಗಳೊಂದಿಗೆ ಗ್ರಾಮದ ಪ್ರಮುಖ ಬೀದಿಗಳಲ್ಲಿ ಮೆರವಣಿಗೆ ನಡೆಸಲಾಯಿತು. ಈ ವೇಳೆ ಭಕ್ತರು ಉತ್ಸವ ಮೂರ್ತಿಗಳಿಗೆ ಹಣ್ಣು ಕಾಯಿ ಅರ್ಪಿಸಿ ಪೂಜೆ ಸಲ್ಲಿಸಿದರು.	[98, 236, 202, 287]
table-cell: ಮೈಸೂರು ಕಾಮಾಕ್ಷಿ	[615, 1335, 666, 1346]
ad-title: CHANGE OF NAME	[823, 903, 941, 918]
deity-photo-right	[504, 254, 608, 366]
story-chariot-festival	[216, 890, 584, 1166]
table-cell: ಮೈಸೂರು ಕಾಮಾಕ್ಷಿ	[615, 1324, 666, 1335]
quote-attribution: ಜಿ.ಡಿ.ಹರೀಶ್ ಗೌಡ	[512, 1400, 564, 1409]
dateline: ಎಚ್.ಡಿ.ಕೋಟೆ:	[6, 926, 46, 935]
story-development-works	[256, 376, 758, 884]
row-divider	[0, 1168, 586, 1170]
paragraph: ರಥೋತ್ಸವದಲ್ಲಿ ಸಾವಿರಾರು ಭಕ್ತರು ಭಾಗವಹಿಸಿ ರಥಕ್ಕೆ ಹಣ್ಣು ದವನ ಎಸೆದು ಭಕ್ತಿ ಸಮರ್ಪಿಸಿದರು. ಗ್ರಾಮದ ಪ್ರಮುಖ ಬೀದಿಗಳಲ್ಲಿ ರಥ ಸಂಚರಿಸಿತು. ಭಕ್ತರಿಗೆ ಪ್ರಸಾದ ವಿನಿಯೋಗ ಮಾಡಲಾಯಿತು.	[334, 928, 402, 1000]
paragraph: ರೈತ ಅಣ್ಣಯ್ಯ ಸ್ವಾಮಿ ಎಂಬುವರು ಜಮೀನಿನಲ್ಲಿ ಎತ್ತನ್ನು ಮೇಯಲು ಕಟ್ಟಿ ಹಾಕಿದ್ದರು. ಈ ವೇಳೆ ಪಕ್ಕದ ಕಾಡಿನಿಂದ ಬಂದ ಹುಲಿ ಎತ್ತಿನ ಮೇಲೆ ದಾಳಿ ಮಾಡಿ ಕೊಂದಿದೆ ಎಂದು ತಿಳಿದು ಬಂದಿದೆ.	[6, 946, 208, 977]
sidebar-scp-tsp	[496, 638, 620, 882]
